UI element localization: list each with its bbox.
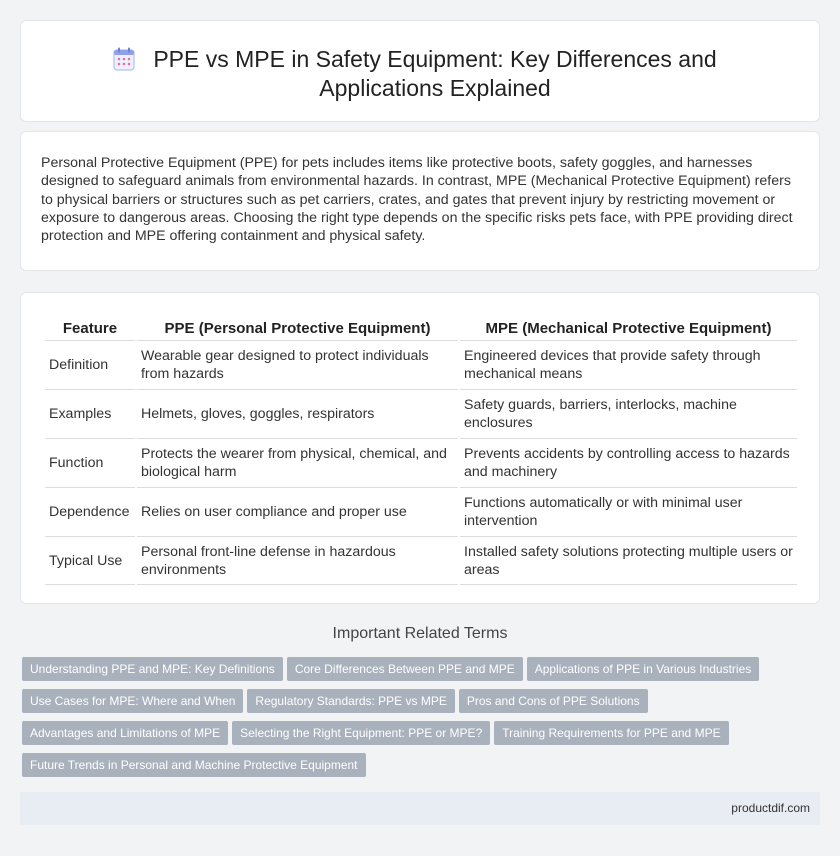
cell-ppe: Protects the wearer from physical, chemical, and biological harm <box>137 438 458 487</box>
related-tag[interactable]: Applications of PPE in Various Industries <box>527 657 760 681</box>
related-tag[interactable]: Advantages and Limitations of MPE <box>22 721 228 745</box>
related-tag[interactable]: Selecting the Right Equipment: PPE or MPE? <box>232 721 490 745</box>
footer-site-link[interactable]: productdif.com <box>731 801 810 815</box>
related-terms-tags <box>22 657 802 785</box>
cell-mpe: Engineered devices that provide safety through mechanical means <box>460 340 797 389</box>
cell-feature: Dependence <box>45 487 135 536</box>
cell-feature: Function <box>45 438 135 487</box>
cell-mpe: Safety guards, barriers, interlocks, machine enclosures <box>460 389 797 438</box>
cell-ppe: Wearable gear designed to protect individuals from hazards <box>137 340 458 389</box>
table-row <box>45 438 797 487</box>
cell-ppe: Personal front-line defense in hazardous environments <box>137 536 458 585</box>
page-title: PPE vs MPE in Safety Equipment: Key Differences and Applications Explained <box>153 46 717 101</box>
header-mpe: MPE (Mechanical Protective Equipment) <box>485 320 772 337</box>
cell-mpe: Functions automatically or with minimal user intervention <box>460 487 797 536</box>
related-tag[interactable]: Future Trends in Personal and Machine Protective Equipment <box>22 753 366 777</box>
header-ppe: PPE (Personal Protective Equipment) <box>164 320 431 337</box>
table-header-row <box>45 313 797 340</box>
table-row <box>45 389 797 438</box>
cell-feature: Examples <box>45 389 135 438</box>
related-terms-heading: Important Related Terms <box>332 625 508 642</box>
cell-feature: Definition <box>45 340 135 389</box>
comparison-table <box>43 313 799 585</box>
intro-paragraph: Personal Protective Equipment (PPE) for pets includes items like protective boots, safety goggles, and harnesses designed to safeguard animals from environmental hazards. In contrast, MPE (Mechanical Protective Equipment) refers to physical barriers or structures such as pet carriers, crates, and gates that prevent injury by restricting movement or exposure to dangerous areas. Choosing the right type depends on the specific risks pets face, with PPE providing direct protection and MPE offering containment and physical safety. <box>41 155 793 245</box>
related-tag[interactable]: Regulatory Standards: PPE vs MPE <box>247 689 454 713</box>
related-tag[interactable]: Use Cases for MPE: Where and When <box>22 689 243 713</box>
related-tag[interactable]: Understanding PPE and MPE: Key Definitions <box>22 657 283 681</box>
intro-card <box>20 131 820 271</box>
cell-feature: Typical Use <box>45 536 135 585</box>
table-row <box>45 487 797 536</box>
title-card <box>20 20 820 122</box>
cell-mpe: Prevents accidents by controlling access to hazards and machinery <box>460 438 797 487</box>
related-tag[interactable]: Pros and Cons of PPE Solutions <box>459 689 648 713</box>
cell-ppe: Relies on user compliance and proper use <box>137 487 458 536</box>
table-row <box>45 340 797 389</box>
cell-mpe: Installed safety solutions protecting multiple users or areas <box>460 536 797 585</box>
cell-ppe: Helmets, gloves, goggles, respirators <box>137 389 458 438</box>
table-row <box>45 536 797 585</box>
related-tag[interactable]: Training Requirements for PPE and MPE <box>494 721 728 745</box>
comparison-table-card <box>20 292 820 604</box>
footer <box>20 792 820 825</box>
related-tag[interactable]: Core Differences Between PPE and MPE <box>287 657 523 681</box>
header-feature: Feature <box>62 320 118 337</box>
